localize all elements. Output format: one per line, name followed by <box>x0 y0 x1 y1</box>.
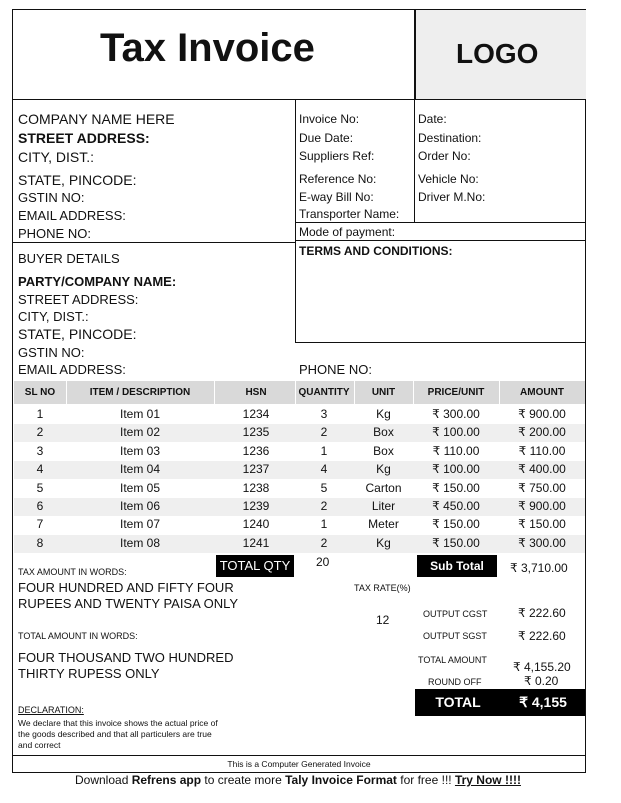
subtotal-label: Sub Total <box>417 555 497 577</box>
sgst-value: ₹ 222.60 <box>518 629 566 643</box>
buyer-phone: PHONE NO: <box>299 362 372 377</box>
declaration-title: DECLARATION: <box>18 705 84 715</box>
buyer-gstin: GSTIN NO: <box>18 345 85 360</box>
cell-sl: 8 <box>36 535 44 550</box>
company-email: EMAIL ADDRESS: <box>18 208 126 223</box>
divider <box>414 99 415 223</box>
col-header-sl: SL NO <box>24 387 56 398</box>
col-header-price: PRICE/UNIT <box>427 387 485 398</box>
sgst-label: OUTPUT SGST <box>423 631 487 641</box>
divider <box>295 240 586 241</box>
cell-amount: ₹ 750.00 <box>518 480 566 495</box>
tax-words-label: TAX AMOUNT IN WORDS: <box>18 567 127 577</box>
table-row <box>14 406 585 424</box>
cell-sl: 2 <box>36 425 44 440</box>
cell-item: Item 07 <box>119 517 161 532</box>
cell-sl: 4 <box>36 462 44 477</box>
computer-generated-note: This is a Computer Generated Invoice <box>227 759 371 769</box>
cell-amount: ₹ 400.00 <box>518 462 566 477</box>
promo-format: Taly Invoice Format <box>285 773 397 787</box>
cell-sl: 3 <box>36 443 44 458</box>
destination-label: Destination: <box>418 131 482 145</box>
eway-bill-label: E-way Bill No: <box>299 190 374 204</box>
table-row <box>14 535 585 553</box>
cell-price: ₹ 110.00 <box>432 443 480 458</box>
cell-unit: Meter <box>368 517 399 532</box>
total-words-label: TOTAL AMOUNT IN WORDS: <box>18 631 138 641</box>
table-row <box>14 480 585 498</box>
cell-item: Item 06 <box>119 499 161 513</box>
table-row <box>14 443 585 461</box>
cell-quantity: 3 <box>320 407 328 421</box>
company-state: STATE, PINCODE: <box>18 172 137 188</box>
cell-item: Item 05 <box>119 480 161 495</box>
company-gstin: GSTIN NO: <box>18 190 85 205</box>
cell-sl: 6 <box>36 499 44 513</box>
cgst-label: OUTPUT CGST <box>423 609 488 619</box>
cell-item: Item 01 <box>119 407 161 421</box>
driver-label: Driver M.No: <box>418 190 486 204</box>
divider <box>295 222 586 223</box>
buyer-state: STATE, PINCODE: <box>18 326 137 342</box>
company-street: STREET ADDRESS: <box>18 130 150 146</box>
cell-amount: ₹ 300.00 <box>518 535 566 550</box>
suppliers-ref-label: Suppliers Ref: <box>299 149 375 163</box>
company-city: CITY, DIST.: <box>18 149 94 165</box>
date-label: Date: <box>418 112 447 126</box>
divider <box>295 342 586 343</box>
grand-total-label: TOTAL <box>415 689 501 716</box>
cell-price: ₹ 450.00 <box>432 499 480 513</box>
cell-amount: ₹ 900.00 <box>518 499 566 513</box>
cell-price: ₹ 300.00 <box>432 407 480 421</box>
logo-text: LOGO <box>456 38 539 69</box>
divider <box>12 99 586 100</box>
header-divider <box>499 381 500 404</box>
page-title: Tax Invoice <box>100 26 315 70</box>
cell-sl: 1 <box>36 407 44 421</box>
company-name: COMPANY NAME HERE <box>18 111 175 127</box>
cell-price: ₹ 150.00 <box>432 535 480 550</box>
tax-words: FOUR HUNDRED AND FIFTY FOUR RUPEES AND TWENTY PAISA ONLY <box>18 580 239 611</box>
divider <box>295 99 296 343</box>
cell-hsn: 1241 <box>242 535 270 550</box>
col-header-amount: AMOUNT <box>520 387 564 398</box>
promo-app: Refrens app <box>131 773 202 787</box>
cell-quantity: 5 <box>320 480 328 495</box>
col-header-unit: UNIT <box>371 387 396 398</box>
col-header-quantity: QUANTITY <box>298 387 350 398</box>
cell-price: ₹ 100.00 <box>432 425 480 440</box>
header-divider <box>214 381 215 404</box>
buyer-street: STREET ADDRESS: <box>18 292 139 307</box>
cell-amount: ₹ 150.00 <box>518 517 566 532</box>
buyer-email: EMAIL ADDRESS: <box>18 362 126 377</box>
cell-unit: Box <box>373 425 394 440</box>
round-off-label: ROUND OFF <box>428 677 482 687</box>
invoice-no-label: Invoice No: <box>299 112 360 126</box>
table-row <box>14 516 585 534</box>
cell-price: ₹ 100.00 <box>432 462 480 477</box>
total-qty-value: 20 <box>316 555 330 569</box>
table-row <box>14 461 585 479</box>
cell-amount: ₹ 110.00 <box>518 443 566 458</box>
total-amount-label: TOTAL AMOUNT <box>418 655 487 665</box>
cell-unit: Kg <box>376 535 391 550</box>
cell-unit: Kg <box>376 407 391 421</box>
cell-quantity: 1 <box>320 517 328 532</box>
reference-no-label: Reference No: <box>299 172 377 186</box>
total-amount-value: ₹ 4,155.20 <box>513 660 571 674</box>
cell-hsn: 1236 <box>242 443 270 458</box>
cell-quantity: 2 <box>320 425 328 440</box>
cell-unit: Liter <box>371 499 396 513</box>
declaration-text: We declare that this invoice shows the actual price of the goods described and that all particulers are true and correct <box>18 718 218 750</box>
cell-unit: Kg <box>376 462 391 477</box>
cell-hsn: 1237 <box>242 462 270 477</box>
total-qty-label: TOTAL QTY <box>216 555 294 577</box>
cell-hsn: 1239 <box>242 499 270 513</box>
promo-suffix: for free !!! <box>396 773 455 787</box>
transporter-label: Transporter Name: <box>299 207 400 221</box>
cell-unit: Carton <box>365 480 402 495</box>
col-header-item: ITEM / DESCRIPTION <box>89 387 191 398</box>
promo-line <box>75 773 521 787</box>
cell-hsn: 1235 <box>242 425 270 440</box>
cell-item: Item 08 <box>119 535 161 550</box>
table-row <box>14 498 585 516</box>
company-phone: PHONE NO: <box>18 226 91 241</box>
payment-mode-label: Mode of payment: <box>299 225 396 239</box>
terms-title: TERMS AND CONDITIONS: <box>299 244 453 258</box>
divider <box>12 755 586 756</box>
due-date-label: Due Date: <box>299 131 354 145</box>
col-header-hsn: HSN <box>245 387 267 398</box>
buyer-party: PARTY/COMPANY NAME: <box>18 274 177 289</box>
cell-hsn: 1240 <box>242 517 270 532</box>
table-row <box>14 424 585 442</box>
cell-quantity: 4 <box>320 462 328 477</box>
cell-sl: 7 <box>36 517 44 532</box>
round-off-value: ₹ 0.20 <box>524 674 559 688</box>
cell-unit: Box <box>373 443 394 458</box>
try-now-link[interactable]: Try Now !!!! <box>454 773 521 787</box>
buyer-heading: BUYER DETAILS <box>18 251 120 266</box>
promo-prefix: Download <box>75 773 132 787</box>
header-divider <box>66 381 67 404</box>
cell-hsn: 1234 <box>242 407 270 421</box>
divider <box>414 10 415 100</box>
tax-rate-value: 12 <box>376 613 390 627</box>
cell-quantity: 1 <box>320 443 328 458</box>
cell-item: Item 02 <box>119 425 161 440</box>
subtotal-value: ₹ 3,710.00 <box>510 561 568 575</box>
grand-total-value: ₹ 4,155 <box>501 689 585 716</box>
cell-item: Item 04 <box>119 462 161 477</box>
cell-quantity: 2 <box>320 499 328 513</box>
cgst-value: ₹ 222.60 <box>518 606 566 620</box>
vehicle-no-label: Vehicle No: <box>418 172 479 186</box>
divider <box>12 242 296 243</box>
tax-rate-label: TAX RATE(%) <box>354 583 411 593</box>
order-no-label: Order No: <box>418 149 471 163</box>
promo-mid: to create more <box>201 773 286 787</box>
total-words: FOUR THOUSAND TWO HUNDRED THIRTY RUPESS ONLY <box>18 650 234 681</box>
cell-amount: ₹ 200.00 <box>518 425 566 440</box>
cell-quantity: 2 <box>320 535 328 550</box>
cell-price: ₹ 150.00 <box>432 480 480 495</box>
cell-amount: ₹ 900.00 <box>518 407 566 421</box>
cell-item: Item 03 <box>119 443 161 458</box>
cell-sl: 5 <box>36 480 44 495</box>
cell-hsn: 1238 <box>242 480 270 495</box>
header-divider <box>295 381 296 404</box>
buyer-city: CITY, DIST.: <box>18 309 89 324</box>
cell-price: ₹ 150.00 <box>432 517 480 532</box>
header-divider <box>354 381 355 404</box>
header-divider <box>413 381 414 404</box>
